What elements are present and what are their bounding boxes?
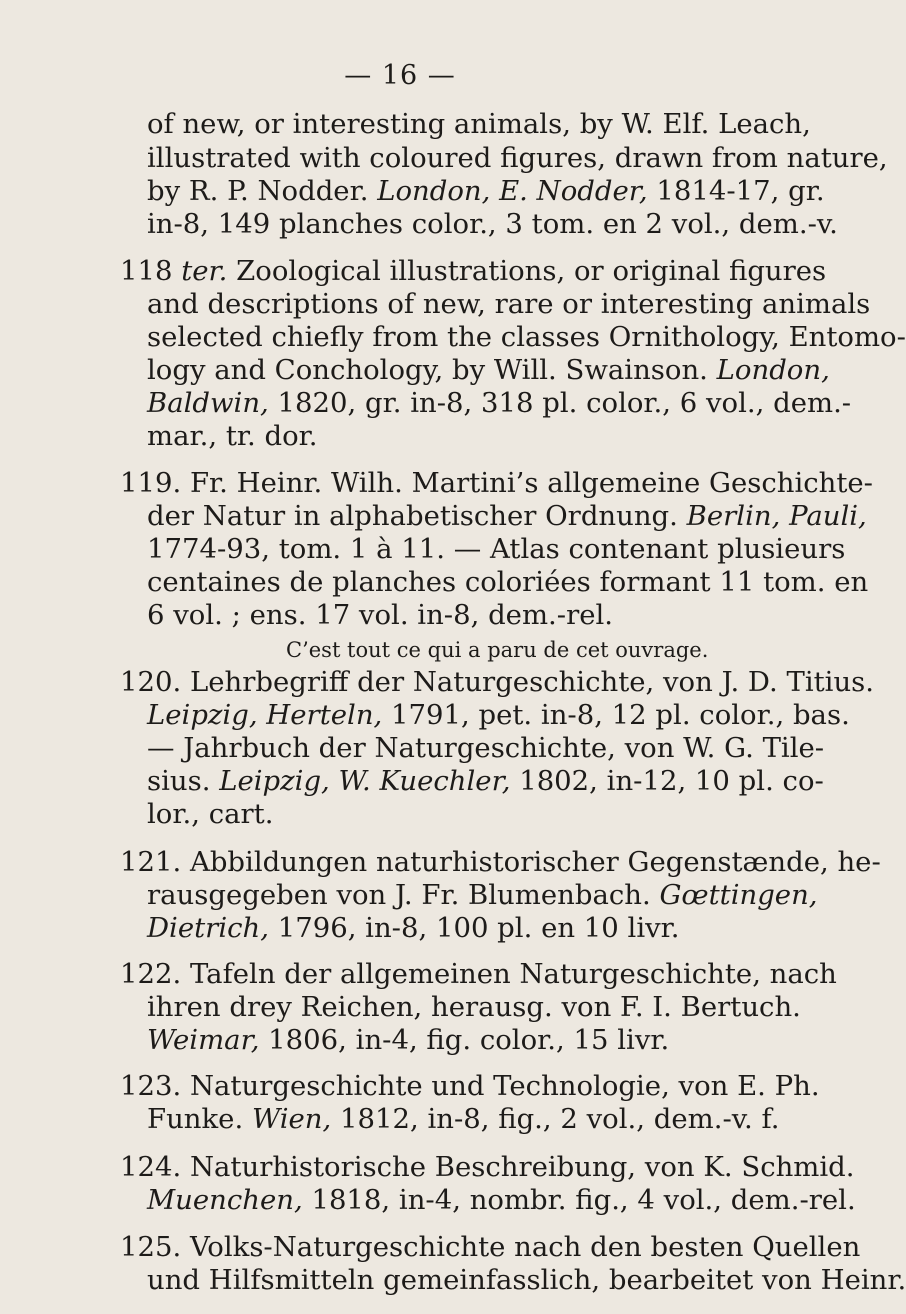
entry-text: 1802, in-12, 10 pl. co- — [510, 765, 824, 797]
entry-line — [147, 386, 851, 420]
entry-text: 1791, pet. in-8, 12 pl. color., bas. — [382, 699, 850, 731]
entry-line — [147, 532, 845, 566]
entry-text: of new, or interesting animals, by W. Elf. Leach, — [147, 108, 811, 140]
imprint-text: Baldwin, — [147, 387, 269, 419]
entry-line — [147, 1263, 906, 1297]
entry-line — [147, 174, 825, 208]
entry-line — [147, 353, 830, 387]
entry-text: 124. Naturhistorische Beschreibung, von K. Schmid. — [120, 1151, 855, 1183]
imprint-text: Dietrich, — [147, 912, 269, 944]
entry-line — [147, 797, 273, 831]
entry-text: sius. — [147, 765, 220, 797]
entry-line — [120, 254, 826, 288]
entry-text: der Natur in alphabetischer Ordnung. — [147, 500, 687, 532]
entry-text: illustrated with coloured figures, drawn from nature, — [147, 142, 888, 174]
entry-text: rausgegeben von J. Fr. Blumenbach. — [147, 879, 660, 911]
entry-text: Funke. — [147, 1103, 252, 1135]
entry-text: mar., tr. dor. — [147, 420, 318, 452]
entry-line — [120, 665, 874, 699]
entry-line — [147, 141, 888, 175]
imprint-text: ter. — [181, 255, 228, 287]
entry-text: centaines de planches coloriées formant 11 tom. en — [147, 566, 869, 598]
entry-line — [147, 1023, 669, 1057]
entry-line — [147, 207, 838, 241]
entry-text: und Hilfsmitteln gemeinfasslich, bearbeitet von Heinr. — [147, 1264, 906, 1296]
entry-line — [120, 1150, 855, 1184]
imprint-text: Weimar, — [147, 1024, 260, 1056]
entry-line — [147, 990, 801, 1024]
imprint-text: Gœttingen, — [659, 879, 818, 911]
entry-line — [120, 845, 881, 879]
entry-text: 119. Fr. Heinr. Wilh. Martini’s allgemeine Geschichte- — [120, 467, 873, 499]
entry-line — [147, 731, 824, 765]
entry-text: 1820, gr. in-8, 318 pl. color., 6 vol., dem.- — [268, 387, 852, 419]
entry-text: selected chiefly from the classes Ornithology, Entomo- — [147, 321, 906, 353]
entry-text: 121. Abbildungen naturhistorischer Gegenstænde, he- — [120, 846, 881, 878]
entry-text: Zoological illustrations, or original figures — [227, 255, 827, 287]
entry-text: and descriptions of new, rare or interesting animals — [147, 288, 871, 320]
entry-line — [147, 1183, 856, 1217]
entry-line — [120, 466, 873, 500]
entry-text: in-8, 149 planches color., 3 tom. en 2 vol., dem.-v. — [147, 208, 838, 240]
page-number: — 16 — — [344, 60, 456, 91]
entry-line — [147, 287, 870, 321]
entry-text: C’est tout ce qui a paru de cet ouvrage. — [286, 638, 709, 662]
imprint-text: Wien, — [251, 1103, 332, 1135]
entry-line — [147, 565, 868, 599]
entry-text: 1814-17, gr. — [647, 175, 825, 207]
entry-text: 1774-93, tom. 1 à 11. — Atlas contenant plusieurs — [147, 533, 846, 565]
entry-line — [147, 878, 818, 912]
entry-line — [120, 957, 837, 991]
entry-line — [147, 419, 318, 453]
entry-text: lor., cart. — [147, 798, 274, 830]
entry-text: — Jahrbuch der Naturgeschichte, von W. G. Tile- — [147, 732, 825, 764]
entry-line — [120, 1230, 860, 1264]
entry-line — [147, 320, 906, 354]
imprint-text: Leipzig, W. Kuechler, — [219, 765, 511, 797]
entry-line — [147, 911, 680, 945]
imprint-text: London, E. Nodder, — [377, 175, 648, 207]
entry-text: 1818, in-4, nombr. fig., 4 vol., dem.-rel. — [302, 1184, 856, 1216]
entry-text: 122. Tafeln der allgemeinen Naturgeschichte, nach — [120, 958, 837, 990]
imprint-text: London, — [716, 354, 830, 386]
entry-line — [120, 1069, 820, 1103]
entry-line — [147, 1102, 779, 1136]
entry-line — [147, 107, 811, 141]
imprint-text: Muenchen, — [147, 1184, 303, 1216]
entry-text: 120. Lehrbegriff der Naturgeschichte, von J. D. Titius. — [120, 666, 875, 698]
entry-text: 1796, in-8, 100 pl. en 10 livr. — [268, 912, 680, 944]
entry-text: 6 vol. ; ens. 17 vol. in-8, dem.-rel. — [147, 599, 614, 631]
entry-text: 1812, in-8, fig., 2 vol., dem.-v. f. — [331, 1103, 780, 1135]
entry-text: 118 — [120, 255, 182, 287]
entry-text: 125. Volks-Naturgeschichte nach den besten Quellen — [120, 1231, 861, 1263]
entry-note — [286, 633, 708, 667]
entry-text: ihren drey Reichen, herausg. von F. I. Bertuch. — [147, 991, 801, 1023]
entry-line — [147, 764, 824, 798]
entry-text: by R. P. Nodder. — [147, 175, 378, 207]
entry-line — [147, 499, 867, 533]
entry-line — [147, 598, 613, 632]
entry-text: 1806, in-4, fig. color., 15 livr. — [259, 1024, 670, 1056]
entry-text: logy and Conchology, by Will. Swainson. — [147, 354, 717, 386]
entry-line — [147, 698, 850, 732]
imprint-text: Berlin, Pauli, — [686, 500, 867, 532]
imprint-text: Leipzig, Herteln, — [147, 699, 383, 731]
entry-text: 123. Naturgeschichte und Technologie, von E. Ph. — [120, 1070, 820, 1102]
